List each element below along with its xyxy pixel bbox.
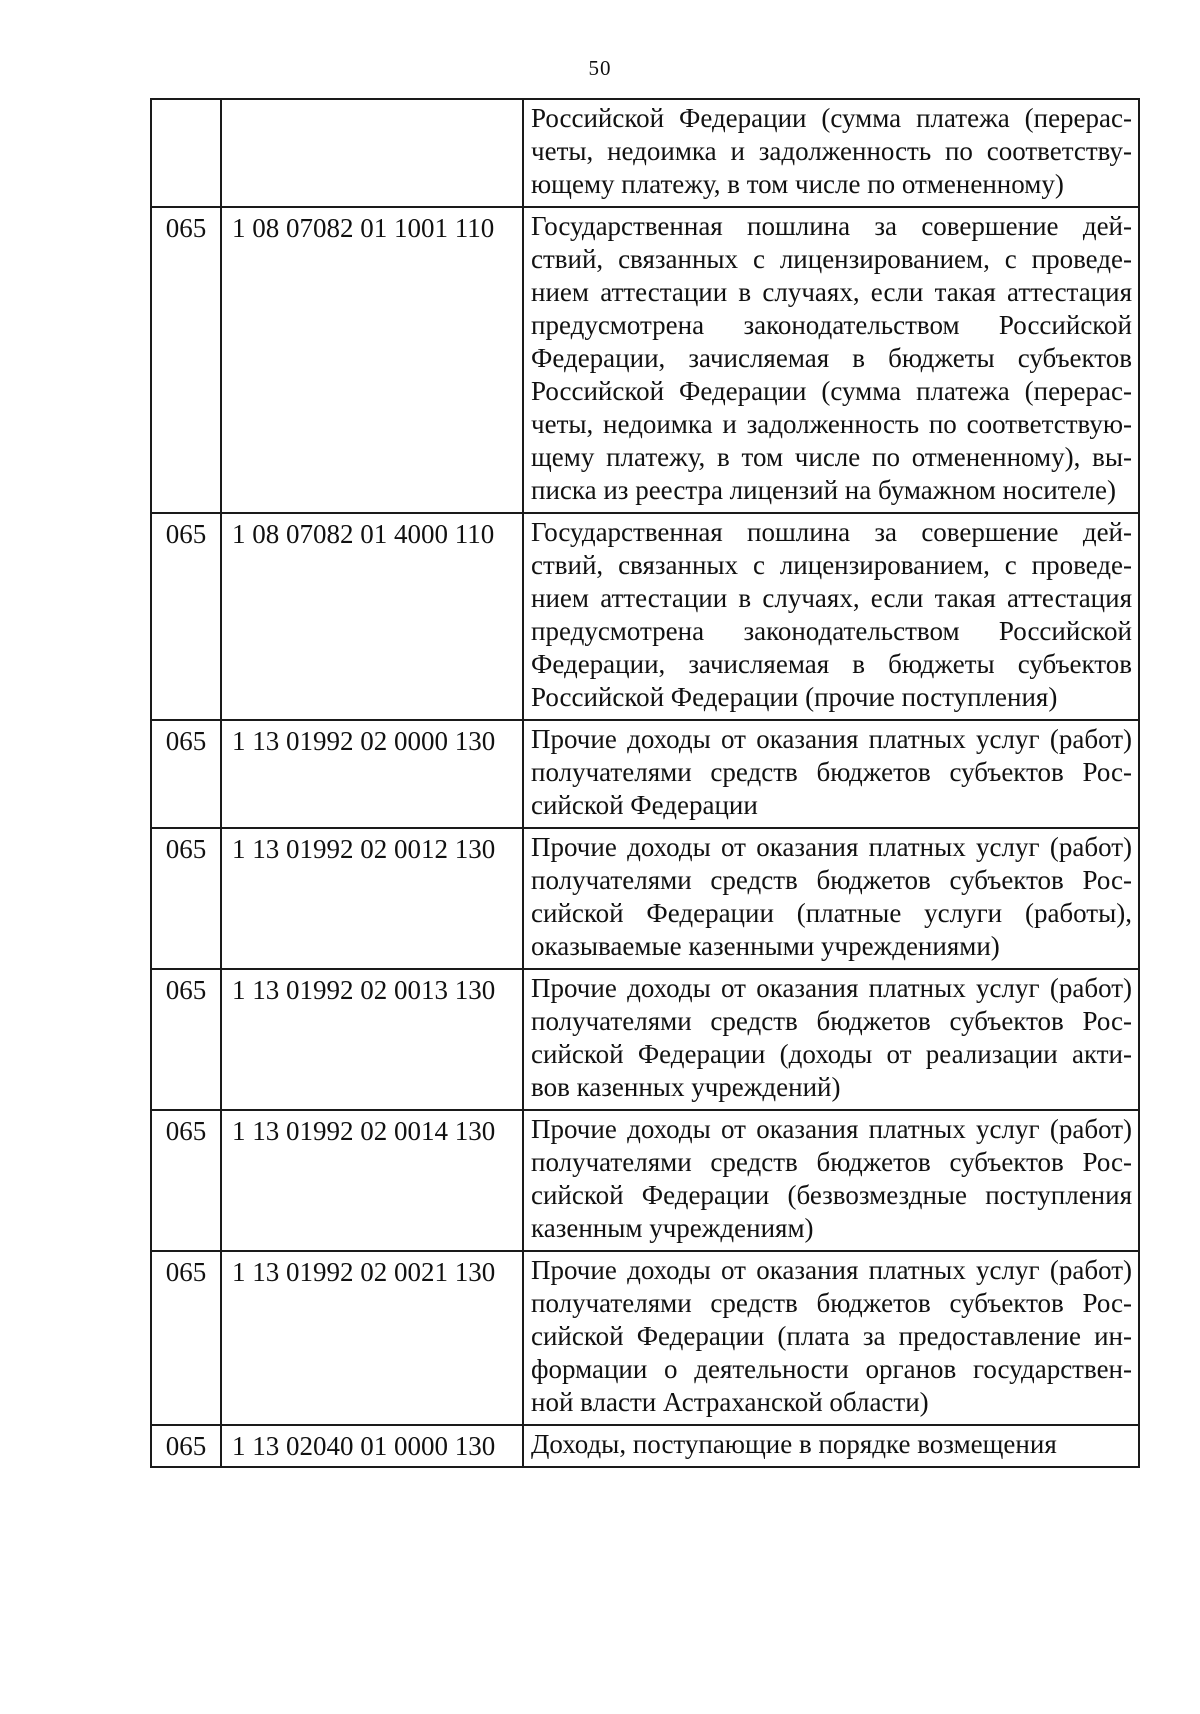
description-line: Доходы, поступающие в порядке возмещения: [531, 1429, 1057, 1459]
description-line: писка из реестра лицензий на бумажном носителе): [531, 475, 1116, 505]
revenue-description-cell: [523, 99, 1139, 207]
description-line: щему платежу, в том числе по отмененному), вы-: [531, 442, 1132, 472]
table-row: [151, 828, 1139, 969]
revenue-description-cell: [523, 1251, 1139, 1425]
table-row: [151, 207, 1139, 513]
description-line: сийской Федерации: [531, 790, 758, 820]
description-line: казенным учреждениям): [531, 1213, 814, 1243]
budget-classification-code-cell: [221, 99, 523, 207]
table-row: [151, 969, 1139, 1110]
description-line: предусмотрена законодательством Российской: [531, 616, 1132, 646]
description-line: сийской Федерации (плата за предоставление ин-: [531, 1321, 1132, 1351]
budget-classification-code-cell: 1 13 01992 02 0021 130: [221, 1251, 523, 1425]
budget-classification-code-cell: 1 13 01992 02 0013 130: [221, 969, 523, 1110]
table-row: [151, 513, 1139, 720]
description-line: четы, недоимка и задолженность по соответствую-: [531, 409, 1132, 439]
description-line: Федерации, зачисляемая в бюджеты субъектов: [531, 649, 1132, 679]
description-line: Прочие доходы от оказания платных услуг (работ): [531, 973, 1132, 1003]
admin-code-cell: 065: [151, 207, 221, 513]
description-line: ной власти Астраханской области): [531, 1387, 929, 1417]
description-line: Государственная пошлина за совершение дей-: [531, 211, 1132, 241]
description-line: нием аттестации в случаях, если такая аттестация: [531, 583, 1132, 613]
budget-classification-code-cell: 1 13 02040 01 0000 130: [221, 1425, 523, 1467]
description-line: получателями средств бюджетов субъектов Рос-: [531, 865, 1132, 895]
description-line: получателями средств бюджетов субъектов Рос-: [531, 1147, 1132, 1177]
description-line: формации о деятельности органов государствен-: [531, 1354, 1132, 1384]
admin-code-cell: 065: [151, 1110, 221, 1251]
table-row: [151, 99, 1139, 207]
description-line: Прочие доходы от оказания платных услуг (работ): [531, 1114, 1132, 1144]
description-line: получателями средств бюджетов субъектов Рос-: [531, 1006, 1132, 1036]
description-line: сийской Федерации (платные услуги (работы),: [531, 898, 1132, 928]
revenue-description-cell: [523, 828, 1139, 969]
description-line: Федерации, зачисляемая в бюджеты субъектов: [531, 343, 1132, 373]
admin-code-cell: 065: [151, 720, 221, 828]
admin-code-cell: 065: [151, 1251, 221, 1425]
admin-code-cell: [151, 99, 221, 207]
admin-code-cell: 065: [151, 969, 221, 1110]
budget-classification-code-cell: 1 13 01992 02 0014 130: [221, 1110, 523, 1251]
admin-code-cell: 065: [151, 513, 221, 720]
description-line: получателями средств бюджетов субъектов Рос-: [531, 1288, 1132, 1318]
table-row: [151, 1425, 1139, 1467]
revenue-description-cell: [523, 1425, 1139, 1467]
table-row: [151, 720, 1139, 828]
budget-classification-code-cell: 1 13 01992 02 0012 130: [221, 828, 523, 969]
description-line: вов казенных учреждений): [531, 1072, 841, 1102]
description-line: сийской Федерации (безвозмездные поступления: [531, 1180, 1132, 1210]
description-line: нием аттестации в случаях, если такая аттестация: [531, 277, 1132, 307]
description-line: четы, недоимка и задолженность по соответству-: [531, 136, 1132, 166]
revenue-codes-table: [150, 98, 1140, 1468]
description-line: получателями средств бюджетов субъектов Рос-: [531, 757, 1132, 787]
description-line: Прочие доходы от оказания платных услуг (работ): [531, 724, 1132, 754]
revenue-codes-table-body: [151, 99, 1139, 1467]
description-line: ствий, связанных с лицензированием, с проведе-: [531, 244, 1132, 274]
description-line: Российской Федерации (сумма платежа (перерас-: [531, 103, 1132, 133]
budget-classification-code-cell: 1 13 01992 02 0000 130: [221, 720, 523, 828]
description-line: Прочие доходы от оказания платных услуг (работ): [531, 1255, 1132, 1285]
page-number: 50: [588, 56, 612, 80]
budget-classification-code-cell: 1 08 07082 01 1001 110: [221, 207, 523, 513]
revenue-description-cell: [523, 207, 1139, 513]
description-line: предусмотрена законодательством Российской: [531, 310, 1132, 340]
budget-classification-code-cell: 1 08 07082 01 4000 110: [221, 513, 523, 720]
admin-code-cell: 065: [151, 1425, 221, 1467]
description-line: Государственная пошлина за совершение дей-: [531, 517, 1132, 547]
table-row: [151, 1251, 1139, 1425]
description-line: ющему платежу, в том числе по отмененному): [531, 169, 1064, 199]
description-line: сийской Федерации (доходы от реализации акти-: [531, 1039, 1132, 1069]
description-line: ствий, связанных с лицензированием, с проведе-: [531, 550, 1132, 580]
table-row: [151, 1110, 1139, 1251]
revenue-description-cell: [523, 969, 1139, 1110]
description-line: Российской Федерации (прочие поступления): [531, 682, 1058, 712]
admin-code-cell: 065: [151, 828, 221, 969]
revenue-description-cell: [523, 1110, 1139, 1251]
description-line: оказываемые казенными учреждениями): [531, 931, 1000, 961]
revenue-description-cell: [523, 513, 1139, 720]
description-line: Российской Федерации (сумма платежа (перерас-: [531, 376, 1132, 406]
revenue-description-cell: [523, 720, 1139, 828]
description-line: Прочие доходы от оказания платных услуг (работ): [531, 832, 1132, 862]
